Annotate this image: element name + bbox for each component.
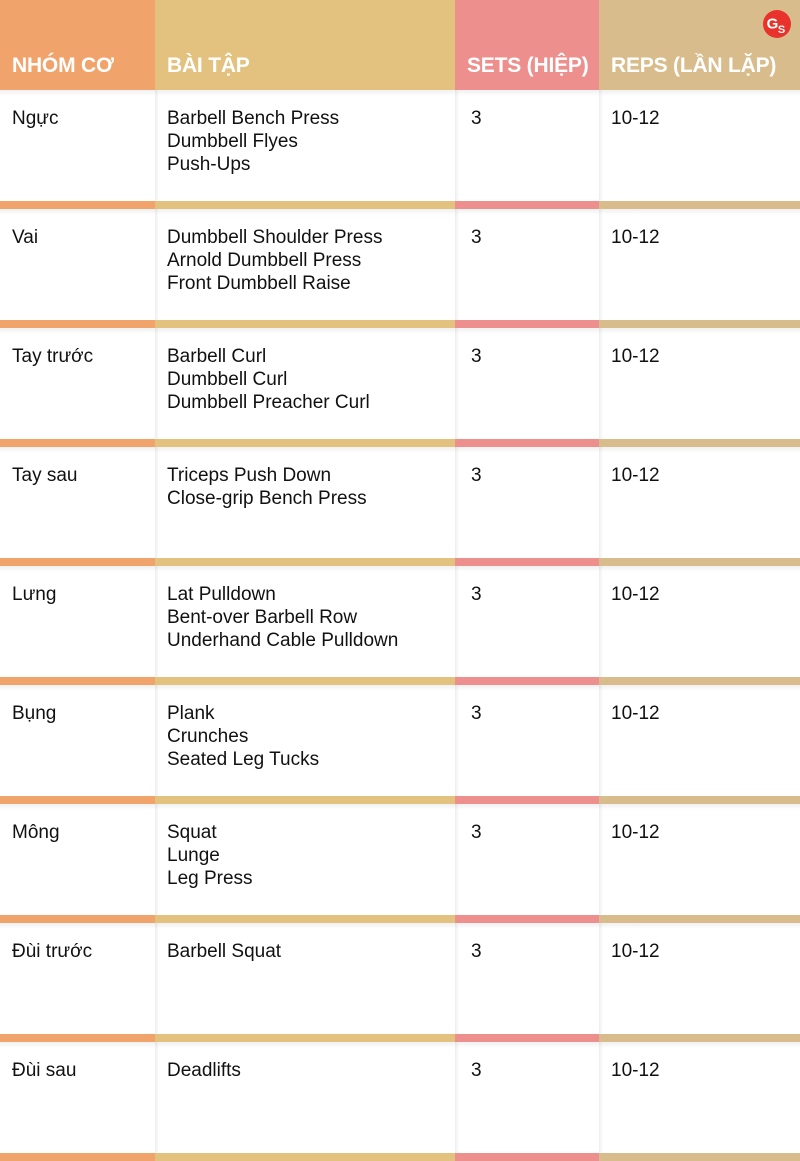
exercise-name: Lunge <box>167 845 220 866</box>
exercises-cell <box>155 923 455 1034</box>
reps-cell: 10-12 <box>599 447 800 558</box>
exercise-name: Barbell Squat <box>167 941 282 962</box>
divider-segment <box>455 201 599 209</box>
sets-cell: 3 <box>455 566 599 677</box>
table-row <box>0 804 800 923</box>
divider-segment <box>455 558 599 566</box>
divider-segment <box>599 320 800 328</box>
divider-segment <box>0 796 155 804</box>
divider-segment <box>455 1153 599 1161</box>
divider-segment <box>455 677 599 685</box>
row-divider <box>0 320 800 328</box>
exercise-name: Seated Leg Tucks <box>167 749 320 770</box>
reps-cell: 10-12 <box>599 1042 800 1153</box>
exercise-name: Bent-over Barbell Row <box>167 607 358 628</box>
reps-cell: 10-12 <box>599 685 800 796</box>
exercises-cell <box>155 447 455 558</box>
divider-segment <box>0 320 155 328</box>
reps-cell: 10-12 <box>599 209 800 320</box>
muscle-group-cell: Đùi trước <box>12 941 93 962</box>
muscle-group-cell: Lưng <box>12 584 57 605</box>
exercises-cell <box>155 328 455 439</box>
table-row <box>0 685 800 804</box>
divider-segment <box>155 320 455 328</box>
exercises-cell <box>155 90 455 201</box>
svg-text:G: G <box>766 15 779 33</box>
exercise-name: Push-Ups <box>167 154 251 175</box>
divider-segment <box>599 915 800 923</box>
divider-segment <box>599 796 800 804</box>
divider-segment <box>599 1153 800 1161</box>
muscle-group-cell: Ngực <box>12 108 59 129</box>
divider-segment <box>599 558 800 566</box>
exercises-cell <box>155 566 455 677</box>
table-row <box>0 923 800 1042</box>
exercise-name: Dumbbell Preacher Curl <box>167 392 370 413</box>
exercise-name: Crunches <box>167 726 249 747</box>
table-row <box>0 566 800 685</box>
divider-segment <box>599 1034 800 1042</box>
exercise-name: Underhand Cable Pulldown <box>167 630 399 651</box>
divider-segment <box>455 1034 599 1042</box>
muscle-group-cell: Tay sau <box>12 465 78 486</box>
divider-segment <box>155 915 455 923</box>
divider-segment <box>455 320 599 328</box>
divider-segment <box>455 439 599 447</box>
exercises-cell <box>155 209 455 320</box>
reps-cell: 10-12 <box>599 804 800 915</box>
divider-segment <box>599 677 800 685</box>
sets-cell: 3 <box>455 804 599 915</box>
muscle-group-cell: Mông <box>12 822 60 843</box>
divider-segment <box>0 1153 155 1161</box>
table-row <box>0 209 800 328</box>
table-row <box>0 447 800 566</box>
divider-segment <box>155 201 455 209</box>
table-header <box>0 0 800 90</box>
exercise-name: Lat Pulldown <box>167 584 276 605</box>
divider-segment <box>599 201 800 209</box>
divider-segment <box>455 915 599 923</box>
table-row <box>0 90 800 209</box>
exercise-name: Leg Press <box>167 868 253 889</box>
muscle-group-cell: Bụng <box>12 703 57 724</box>
exercise-name: Barbell Curl <box>167 346 267 367</box>
row-divider <box>0 558 800 566</box>
exercise-name: Plank <box>167 703 215 724</box>
sets-cell: 3 <box>455 90 599 201</box>
row-divider <box>0 796 800 804</box>
exercises-cell <box>155 1042 455 1153</box>
divider-segment <box>155 796 455 804</box>
header-exercises: BÀI TẬP <box>155 0 455 90</box>
divider-segment <box>155 439 455 447</box>
divider-segment <box>155 558 455 566</box>
sets-cell: 3 <box>455 209 599 320</box>
sets-cell: 3 <box>455 1042 599 1153</box>
sets-cell: 3 <box>455 447 599 558</box>
reps-cell: 10-12 <box>599 328 800 439</box>
muscle-group-cell: Tay trước <box>12 346 94 367</box>
header-muscle-group: NHÓM CƠ <box>0 0 155 90</box>
exercises-cell <box>155 804 455 915</box>
reps-cell: 10-12 <box>599 90 800 201</box>
sets-cell: 3 <box>455 328 599 439</box>
reps-cell: 10-12 <box>599 566 800 677</box>
gs-logo-icon <box>762 9 792 39</box>
muscle-group-cell: Vai <box>12 227 39 248</box>
exercise-name: Close-grip Bench Press <box>167 488 367 509</box>
row-divider <box>0 1153 800 1161</box>
divider-segment <box>0 915 155 923</box>
table-row <box>0 1042 800 1161</box>
row-divider <box>0 1034 800 1042</box>
divider-segment <box>0 558 155 566</box>
reps-cell: 10-12 <box>599 923 800 1034</box>
row-divider <box>0 915 800 923</box>
exercise-name: Dumbbell Flyes <box>167 131 298 152</box>
exercise-name: Triceps Push Down <box>167 465 332 486</box>
exercise-name: Dumbbell Curl <box>167 369 288 390</box>
divider-segment <box>455 796 599 804</box>
exercise-name: Barbell Bench Press <box>167 108 340 129</box>
divider-segment <box>0 201 155 209</box>
row-divider <box>0 677 800 685</box>
divider-segment <box>0 439 155 447</box>
divider-segment <box>0 1034 155 1042</box>
divider-segment <box>155 677 455 685</box>
exercises-cell <box>155 685 455 796</box>
table-row <box>0 328 800 447</box>
header-sets: SETS (HIỆP) <box>455 0 599 90</box>
exercise-name: Deadlifts <box>167 1060 241 1081</box>
exercise-name: Arnold Dumbbell Press <box>167 250 362 271</box>
divider-segment <box>0 677 155 685</box>
divider-segment <box>155 1153 455 1161</box>
header-reps: REPS (LẦN LẶP) <box>599 0 800 90</box>
exercise-name: Squat <box>167 822 217 843</box>
svg-text:S: S <box>777 24 786 36</box>
divider-segment <box>599 439 800 447</box>
row-divider <box>0 201 800 209</box>
sets-cell: 3 <box>455 685 599 796</box>
exercise-name: Front Dumbbell Raise <box>167 273 351 294</box>
exercise-name: Dumbbell Shoulder Press <box>167 227 383 248</box>
sets-cell: 3 <box>455 923 599 1034</box>
row-divider <box>0 439 800 447</box>
muscle-group-cell: Đùi sau <box>12 1060 77 1081</box>
divider-segment <box>155 1034 455 1042</box>
